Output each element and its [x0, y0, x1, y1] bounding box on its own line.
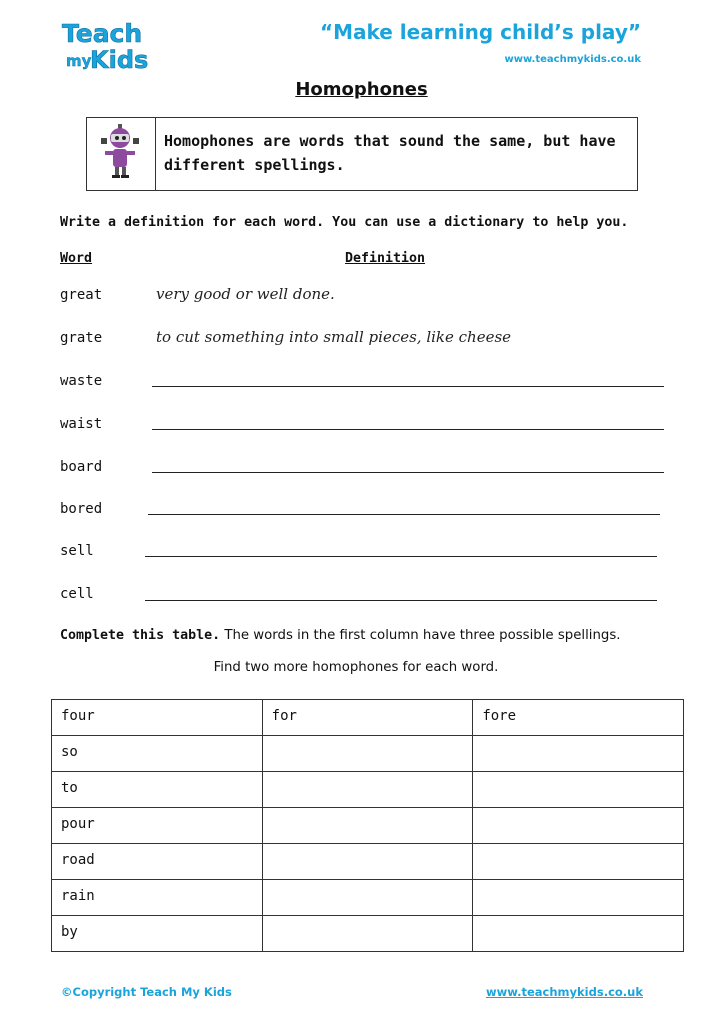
definition-line-board[interactable] [152, 472, 664, 473]
table-cell[interactable]: pour [52, 808, 263, 844]
column-header-definition: Definition [345, 251, 426, 266]
table-cell[interactable]: so [52, 736, 263, 772]
definition-line-cell[interactable] [145, 600, 657, 601]
page-title: Homophones [295, 79, 428, 100]
table-cell[interactable]: rain [52, 880, 263, 916]
table-row [52, 808, 684, 844]
tagline: “Make learning child’s play” [319, 20, 641, 44]
table-cell[interactable] [262, 808, 473, 844]
footer-website-link[interactable]: www.teachmykids.co.uk [485, 985, 643, 999]
word-waste: waste [60, 373, 103, 389]
table-cell[interactable]: by [52, 916, 263, 952]
table-row [52, 772, 684, 808]
header-website[interactable]: www.teachmykids.co.uk [504, 54, 641, 65]
word-cell: cell [60, 586, 94, 602]
table-instruction-line2: Find two more homophones for each word. [213, 660, 499, 675]
table-cell[interactable] [473, 808, 684, 844]
definition-grate: to cut something into small pieces, like cheese [156, 328, 512, 346]
teach-my-kids-logo [58, 16, 160, 74]
table-cell[interactable]: for [262, 700, 473, 736]
word-great: great [60, 287, 103, 303]
table-cell[interactable] [262, 844, 473, 880]
robot-mascot-icon [87, 118, 155, 190]
table-cell[interactable] [473, 844, 684, 880]
table-row [52, 844, 684, 880]
column-header-word: Word [60, 251, 93, 266]
definition-line-sell[interactable] [145, 556, 657, 557]
word-sell: sell [60, 543, 94, 559]
definition-line-bored[interactable] [148, 514, 660, 515]
word-board: board [60, 459, 103, 475]
definition-great: very good or well done. [156, 285, 335, 303]
mascot-cell [87, 118, 156, 190]
homophone-table [51, 699, 684, 952]
table-cell[interactable] [473, 916, 684, 952]
table-cell[interactable]: four [52, 700, 263, 736]
table-row [52, 880, 684, 916]
info-box [86, 117, 638, 191]
word-bored: bored [60, 501, 103, 517]
svg-text:Kids: Kids [90, 46, 149, 74]
table-instruction [60, 628, 621, 643]
instruction-text: Write a definition for each word. You can use a dictionary to help you. [60, 215, 629, 230]
table-cell[interactable]: to [52, 772, 263, 808]
definition-line-waste[interactable] [152, 386, 664, 387]
table-row [52, 700, 684, 736]
table-cell[interactable] [262, 772, 473, 808]
table-cell[interactable]: fore [473, 700, 684, 736]
table-row [52, 736, 684, 772]
table-cell[interactable] [473, 880, 684, 916]
definition-line-waist[interactable] [152, 429, 664, 430]
table-cell[interactable] [473, 736, 684, 772]
svg-text:my: my [66, 52, 92, 70]
table-cell[interactable] [262, 880, 473, 916]
table-cell[interactable] [262, 916, 473, 952]
table-cell[interactable] [262, 736, 473, 772]
word-grate: grate [60, 330, 103, 346]
svg-text:Teach: Teach [62, 19, 143, 48]
table-cell[interactable] [473, 772, 684, 808]
footer-copyright: ©Copyright Teach My Kids [61, 985, 232, 999]
homophone-definition-text: Homophones are words that sound the same, but have different spellings. [164, 132, 616, 174]
table-instruction-bold: Complete this table. [60, 628, 221, 643]
table-instruction-rest: The words in the first column have three possible spellings. [224, 628, 621, 643]
table-row [52, 916, 684, 952]
table-cell[interactable]: road [52, 844, 263, 880]
word-waist: waist [60, 416, 103, 432]
